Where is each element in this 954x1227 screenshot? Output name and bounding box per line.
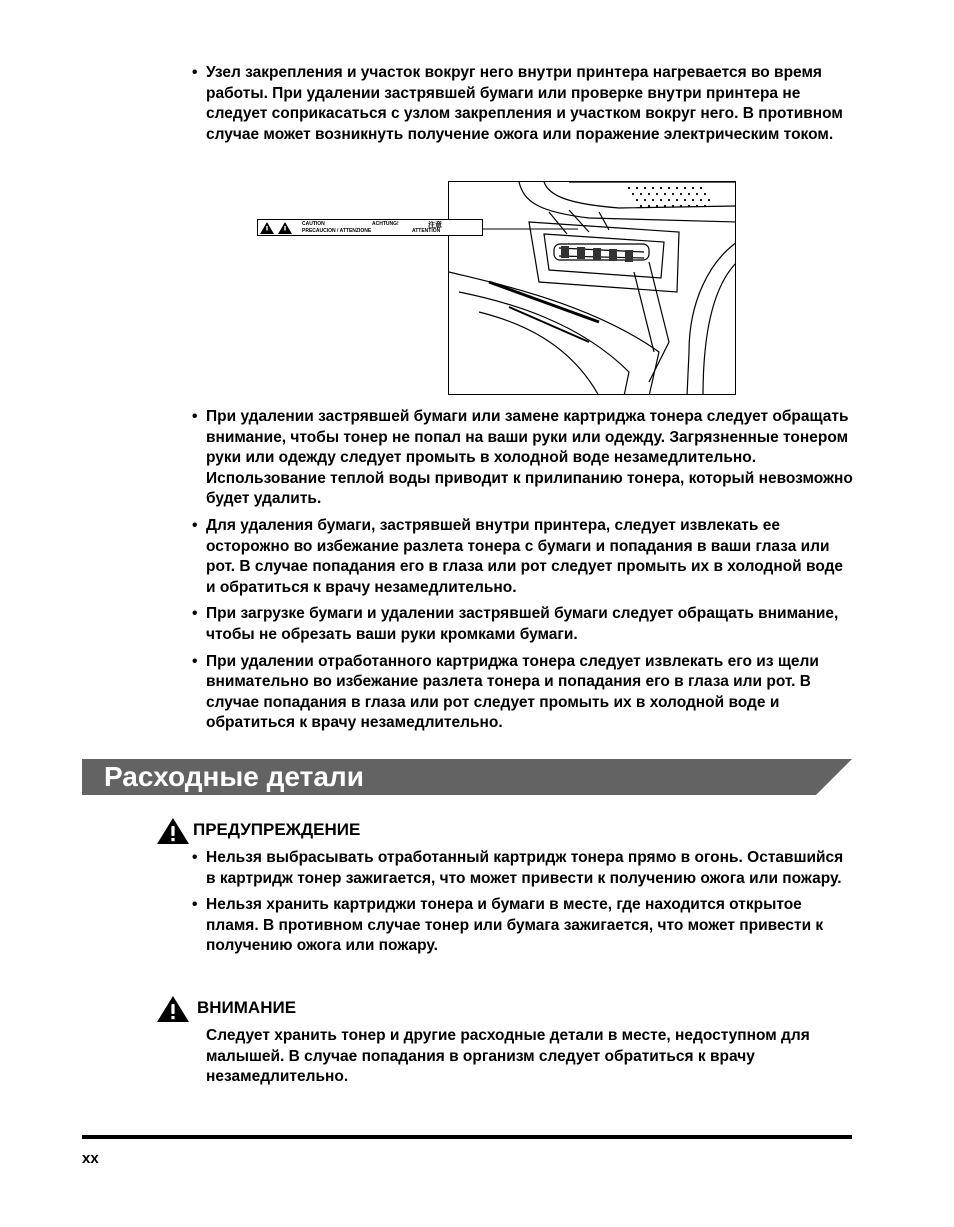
warning-triangle-icon [156,995,190,1023]
label-attention-text: ATTENTION [412,228,441,234]
top-bullet-list [192,63,854,151]
label-cjk-text: 注意 [428,222,442,229]
list-item: • При удалении отработанного картриджа тонера следует извлекать его из щели внимательно во избежание разлета тонера и попадания его в глаза или рот. В случае попадания в глаза или рот следует промыть их в холодной воде и обратиться к врачу незамедлительно. [192,652,819,732]
warning-heading [156,817,456,843]
label-precaucion-text: PRECAUCION / ATTENZIONE [302,228,372,234]
list-item: • Для удаления бумаги, застрявшей внутри принтера, следует извлекать ее осторожно во избежание разлета тонера с бумаги и попадания в ваши глаза или рот. В случае попадания его в глаза или рот следует промыть их в холодной воде и обратиться к врачу незамедлительно. [192,516,844,596]
footer-rule [82,1135,852,1139]
list-item: • Нельзя выбрасывать отработанный картридж тонера прямо в огонь. Оставшийся в картридж тонер зажигается, что может привести к получению ожога или пожару. [192,849,844,887]
leader-line [483,225,583,237]
list-item: • Нельзя хранить картриджи тонера и бумаги в месте, где находится открытое пламя. В противном случае тонер или бумага зажигается, что может привести к получению ожога или пожару. [192,896,824,955]
label-caution-text: CAUTION [302,221,325,227]
list-item: • При удалении застрявшей бумаги или замене картриджа тонера следует обращать внимание, чтобы тонер не попал на ваши руки или одежду. Загрязненные тонером руки или одежду следует промыть в холодной воде незамедлительно. Использование теплой воды приводит к прилипанию тонера, который невозможно будет удалить. [192,408,853,508]
warning-triangle-icon [259,221,295,235]
caution-heading [156,995,456,1021]
caution-heading-text: ВНИМАНИЕ [197,998,297,1017]
label-achtung-text: ACHTUNG! [372,221,399,227]
printer-fixing-unit-figure [448,181,736,395]
warning-bullet-list [192,848,854,963]
section-title: Расходные детали [104,761,364,792]
mid-bullet-list [192,407,854,740]
printer-illustration [449,182,736,395]
list-item: • Узел закрепления и участок вокруг него внутри принтера нагревается во время работы. При удалении застрявшей бумаги или проверке внутри принтера не следует соприкасаться с узлом закрепления и участком вокруг него. В противном случае может возникнуть получение ожога или поражение электрическим током. [192,64,843,143]
page-number: xx [82,1150,99,1167]
caution-text: Следует хранить тонер и другие расходные детали в месте, недоступном для малышей. В случае попадания в организм следует обратиться к врачу незамедлительно. [206,1027,810,1086]
caution-label-sticker [257,219,483,236]
list-item: • При загрузке бумаги и удалении застрявшей бумаги следует обращать внимание, чтобы не обрезать ваши руки кромками бумаги. [192,605,839,643]
warning-heading-text: ПРЕДУПРЕЖДЕНИЕ [193,820,361,839]
warning-triangle-icon [156,817,190,845]
